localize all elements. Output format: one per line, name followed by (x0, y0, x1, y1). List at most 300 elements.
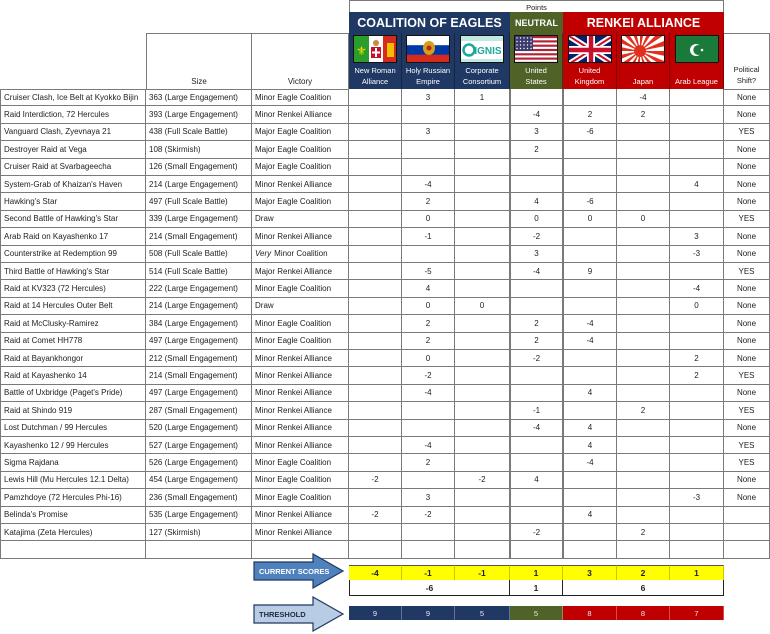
battle-name-cell[interactable]: Sigma Rajdana (0, 454, 146, 471)
points-cell-united-states[interactable] (510, 89, 563, 106)
points-cell-arab-league[interactable] (670, 211, 724, 228)
points-cell-corporate-consortium[interactable] (455, 211, 510, 228)
size-cell[interactable]: 454 (Large Engagement) (146, 472, 252, 489)
points-cell-corporate-consortium[interactable] (455, 263, 510, 280)
political-shift-cell[interactable]: None (724, 89, 770, 106)
size-cell[interactable]: 497 (Large Engagement) (146, 385, 252, 402)
points-cell-arab-league[interactable] (670, 472, 724, 489)
points-cell-holy-russian-empire[interactable] (402, 402, 455, 419)
points-cell-holy-russian-empire[interactable] (402, 472, 455, 489)
points-cell-arab-league[interactable] (670, 454, 724, 471)
battle-name-cell[interactable]: Raid at Bayankhongor (0, 350, 146, 367)
points-cell-corporate-consortium[interactable] (455, 106, 510, 123)
points-cell-new-roman-alliance[interactable] (349, 124, 402, 141)
political-shift-cell[interactable] (724, 541, 770, 558)
points-cell-arab-league[interactable]: -3 (670, 246, 724, 263)
points-cell-corporate-consortium[interactable] (455, 402, 510, 419)
points-cell-united-states[interactable]: 4 (510, 193, 563, 210)
points-cell-arab-league[interactable] (670, 124, 724, 141)
points-cell-new-roman-alliance[interactable] (349, 263, 402, 280)
size-cell[interactable]: 535 (Large Engagement) (146, 507, 252, 524)
points-cell-new-roman-alliance[interactable] (349, 211, 402, 228)
points-cell-corporate-consortium[interactable] (455, 420, 510, 437)
points-cell-united-kingdom[interactable]: -6 (563, 193, 617, 210)
points-cell-arab-league[interactable] (670, 402, 724, 419)
victory-cell[interactable]: Major Eagle Coalition (252, 141, 349, 158)
points-cell-holy-russian-empire[interactable]: 2 (402, 193, 455, 210)
size-cell[interactable]: 126 (Small Engagement) (146, 159, 252, 176)
points-cell-new-roman-alliance[interactable] (349, 454, 402, 471)
battle-name-cell[interactable]: Battle of Uxbridge (Paget's Pride) (0, 385, 146, 402)
points-cell-united-states[interactable] (510, 507, 563, 524)
points-cell-japan[interactable]: 2 (617, 524, 670, 541)
battle-name-cell[interactable]: Vanguard Clash, Zyevnaya 21 (0, 124, 146, 141)
points-cell-united-kingdom[interactable]: 9 (563, 263, 617, 280)
political-shift-cell[interactable] (724, 524, 770, 541)
points-cell-new-roman-alliance[interactable] (349, 541, 402, 558)
points-cell-holy-russian-empire[interactable] (402, 524, 455, 541)
points-cell-corporate-consortium[interactable] (455, 228, 510, 245)
points-cell-new-roman-alliance[interactable] (349, 141, 402, 158)
battle-name-cell[interactable]: Destroyer Raid at Vega (0, 141, 146, 158)
battle-name-cell[interactable]: Cruiser Raid at Svarbageecha (0, 159, 146, 176)
points-cell-united-kingdom[interactable] (563, 472, 617, 489)
political-shift-cell[interactable]: YES (724, 437, 770, 454)
points-cell-corporate-consortium[interactable] (455, 524, 510, 541)
political-shift-cell[interactable]: None (724, 106, 770, 123)
size-cell[interactable]: 526 (Large Engagement) (146, 454, 252, 471)
points-cell-united-kingdom[interactable]: 4 (563, 420, 617, 437)
points-cell-japan[interactable] (617, 350, 670, 367)
points-cell-united-states[interactable] (510, 280, 563, 297)
points-cell-arab-league[interactable] (670, 333, 724, 350)
points-cell-united-kingdom[interactable] (563, 367, 617, 384)
points-cell-japan[interactable] (617, 263, 670, 280)
points-cell-holy-russian-empire[interactable]: -2 (402, 367, 455, 384)
political-shift-cell[interactable]: YES (724, 454, 770, 471)
points-cell-corporate-consortium[interactable] (455, 350, 510, 367)
political-shift-cell[interactable]: YES (724, 211, 770, 228)
points-cell-holy-russian-empire[interactable]: 4 (402, 280, 455, 297)
points-cell-new-roman-alliance[interactable] (349, 524, 402, 541)
points-cell-corporate-consortium[interactable] (455, 507, 510, 524)
political-shift-cell[interactable]: YES (724, 367, 770, 384)
points-cell-japan[interactable] (617, 420, 670, 437)
battle-name-cell[interactable]: Raid Interdiction, 72 Hercules (0, 106, 146, 123)
size-cell[interactable]: 527 (Large Engagement) (146, 437, 252, 454)
points-cell-united-kingdom[interactable] (563, 280, 617, 297)
size-cell[interactable]: 384 (Large Engagement) (146, 315, 252, 332)
points-cell-corporate-consortium[interactable] (455, 280, 510, 297)
points-cell-new-roman-alliance[interactable] (349, 333, 402, 350)
points-cell-japan[interactable] (617, 246, 670, 263)
battle-name-cell[interactable]: Pamzhdoye (72 Hercules Phi-16) (0, 489, 146, 506)
points-cell-corporate-consortium[interactable]: -2 (455, 472, 510, 489)
points-cell-corporate-consortium[interactable] (455, 333, 510, 350)
political-shift-cell[interactable]: YES (724, 402, 770, 419)
victory-cell[interactable]: Minor Renkei Alliance (252, 507, 349, 524)
points-cell-united-kingdom[interactable]: -4 (563, 333, 617, 350)
size-cell[interactable]: 214 (Small Engagement) (146, 228, 252, 245)
points-cell-united-kingdom[interactable] (563, 246, 617, 263)
points-cell-japan[interactable] (617, 315, 670, 332)
points-cell-corporate-consortium[interactable] (455, 437, 510, 454)
points-cell-japan[interactable]: 2 (617, 106, 670, 123)
points-cell-united-states[interactable]: -2 (510, 350, 563, 367)
political-shift-cell[interactable]: None (724, 298, 770, 315)
size-cell[interactable]: 214 (Large Engagement) (146, 298, 252, 315)
points-cell-japan[interactable] (617, 333, 670, 350)
size-cell[interactable]: 214 (Small Engagement) (146, 367, 252, 384)
size-cell[interactable]: 393 (Large Engagement) (146, 106, 252, 123)
points-cell-arab-league[interactable] (670, 141, 724, 158)
size-cell[interactable]: 127 (Skirmish) (146, 524, 252, 541)
points-cell-holy-russian-empire[interactable] (402, 141, 455, 158)
points-cell-japan[interactable] (617, 298, 670, 315)
points-cell-arab-league[interactable] (670, 159, 724, 176)
points-cell-new-roman-alliance[interactable] (349, 89, 402, 106)
points-cell-japan[interactable] (617, 228, 670, 245)
political-shift-cell[interactable]: None (724, 385, 770, 402)
points-cell-corporate-consortium[interactable] (455, 193, 510, 210)
political-shift-cell[interactable]: None (724, 472, 770, 489)
victory-cell[interactable]: Draw (252, 211, 349, 228)
points-cell-united-states[interactable] (510, 454, 563, 471)
battle-name-cell[interactable]: Raid at 14 Hercules Outer Belt (0, 298, 146, 315)
points-cell-arab-league[interactable] (670, 507, 724, 524)
points-cell-corporate-consortium[interactable] (455, 246, 510, 263)
victory-cell[interactable]: Minor Eagle Coalition (252, 454, 349, 471)
political-shift-cell[interactable]: None (724, 246, 770, 263)
points-cell-corporate-consortium[interactable] (455, 385, 510, 402)
points-cell-united-kingdom[interactable] (563, 298, 617, 315)
points-cell-holy-russian-empire[interactable]: -4 (402, 176, 455, 193)
points-cell-arab-league[interactable]: 2 (670, 367, 724, 384)
points-cell-united-states[interactable]: -4 (510, 263, 563, 280)
points-cell-arab-league[interactable] (670, 524, 724, 541)
size-cell[interactable]: 339 (Large Engagement) (146, 211, 252, 228)
points-cell-corporate-consortium[interactable] (455, 159, 510, 176)
points-cell-united-states[interactable]: 0 (510, 211, 563, 228)
points-cell-united-kingdom[interactable] (563, 489, 617, 506)
points-cell-holy-russian-empire[interactable]: 2 (402, 315, 455, 332)
points-cell-united-kingdom[interactable]: -4 (563, 454, 617, 471)
points-cell-holy-russian-empire[interactable]: 0 (402, 350, 455, 367)
victory-cell[interactable]: Minor Eagle Coalition (252, 333, 349, 350)
points-cell-new-roman-alliance[interactable] (349, 176, 402, 193)
political-shift-cell[interactable]: None (724, 141, 770, 158)
size-cell[interactable]: 212 (Small Engagement) (146, 350, 252, 367)
points-cell-japan[interactable] (617, 141, 670, 158)
points-cell-holy-russian-empire[interactable]: -4 (402, 437, 455, 454)
political-shift-cell[interactable]: None (724, 176, 770, 193)
points-cell-holy-russian-empire[interactable]: 3 (402, 124, 455, 141)
battle-name-cell[interactable]: Raid at Comet HH778 (0, 333, 146, 350)
size-cell[interactable]: 497 (Large Engagement) (146, 333, 252, 350)
battle-name-cell[interactable]: Belinda's Promise (0, 507, 146, 524)
points-cell-united-states[interactable] (510, 489, 563, 506)
points-cell-japan[interactable]: 2 (617, 402, 670, 419)
points-cell-arab-league[interactable] (670, 420, 724, 437)
points-cell-japan[interactable] (617, 472, 670, 489)
faction-name-line1: United (578, 66, 601, 75)
size-cell[interactable]: 438 (Full Scale Battle) (146, 124, 252, 141)
points-cell-arab-league[interactable]: -4 (670, 280, 724, 297)
battle-name-cell[interactable]: Counterstrike at Redemption 99 (0, 246, 146, 263)
points-cell-holy-russian-empire[interactable]: 2 (402, 333, 455, 350)
victory-cell[interactable]: Minor Eagle Coalition (252, 472, 349, 489)
points-cell-holy-russian-empire[interactable] (402, 159, 455, 176)
points-cell-united-kingdom[interactable]: -4 (563, 315, 617, 332)
points-cell-new-roman-alliance[interactable] (349, 350, 402, 367)
victory-cell[interactable]: Minor Renkei Alliance (252, 106, 349, 123)
victory-cell[interactable]: Minor Renkei Alliance (252, 350, 349, 367)
points-cell-japan[interactable] (617, 454, 670, 471)
points-cell-holy-russian-empire[interactable]: 0 (402, 298, 455, 315)
points-cell-united-kingdom[interactable] (563, 159, 617, 176)
points-cell-corporate-consortium[interactable] (455, 141, 510, 158)
points-cell-holy-russian-empire[interactable] (402, 420, 455, 437)
points-cell-united-states[interactable]: 3 (510, 124, 563, 141)
points-cell-japan[interactable] (617, 367, 670, 384)
points-cell-united-states[interactable]: -4 (510, 420, 563, 437)
victory-cell[interactable]: Minor Eagle Coalition (252, 89, 349, 106)
points-cell-united-kingdom[interactable] (563, 350, 617, 367)
points-cell-japan[interactable] (617, 507, 670, 524)
points-cell-corporate-consortium[interactable]: 1 (455, 89, 510, 106)
victory-cell[interactable]: Minor Eagle Coalition (252, 315, 349, 332)
political-shift-cell[interactable]: None (724, 420, 770, 437)
points-cell-holy-russian-empire[interactable]: 3 (402, 489, 455, 506)
points-cell-arab-league[interactable]: 2 (670, 350, 724, 367)
victory-cell[interactable]: Major Renkei Alliance (252, 263, 349, 280)
points-cell-japan[interactable]: 0 (617, 211, 670, 228)
points-cell-holy-russian-empire[interactable]: -2 (402, 507, 455, 524)
victory-cell[interactable]: Minor Renkei Alliance (252, 228, 349, 245)
points-cell-holy-russian-empire[interactable]: -4 (402, 385, 455, 402)
size-cell[interactable]: 108 (Skirmish) (146, 141, 252, 158)
political-shift-cell[interactable]: YES (724, 124, 770, 141)
points-cell-new-roman-alliance[interactable] (349, 385, 402, 402)
size-cell[interactable]: 363 (Large Engagement) (146, 89, 252, 106)
points-cell-united-states[interactable] (510, 437, 563, 454)
points-cell-united-states[interactable] (510, 298, 563, 315)
battle-name-cell[interactable]: Second Battle of Hawking's Star (0, 211, 146, 228)
points-cell-united-kingdom[interactable]: 0 (563, 211, 617, 228)
points-cell-new-roman-alliance[interactable] (349, 106, 402, 123)
points-cell-corporate-consortium[interactable] (455, 124, 510, 141)
battle-name-cell[interactable]: Lewis Hill (Mu Hercules 12.1 Delta) (0, 472, 146, 489)
battle-name-cell[interactable]: Raid at KV323 (72 Hercules) (0, 280, 146, 297)
points-cell-arab-league[interactable] (670, 541, 724, 558)
points-cell-new-roman-alliance[interactable] (349, 420, 402, 437)
faction-name-line2: States (525, 77, 547, 86)
points-cell-arab-league[interactable] (670, 437, 724, 454)
size-cell[interactable]: 287 (Small Engagement) (146, 402, 252, 419)
points-cell-united-states[interactable] (510, 367, 563, 384)
points-cell-japan[interactable] (617, 541, 670, 558)
victory-cell[interactable]: Minor Eagle Coalition (252, 489, 349, 506)
political-shift-cell[interactable] (724, 507, 770, 524)
points-cell-new-roman-alliance[interactable] (349, 315, 402, 332)
points-cell-united-kingdom[interactable]: 4 (563, 385, 617, 402)
points-cell-united-kingdom[interactable]: 4 (563, 507, 617, 524)
points-cell-united-kingdom[interactable] (563, 89, 617, 106)
victory-cell[interactable]: Minor Renkei Alliance (252, 402, 349, 419)
points-cell-new-roman-alliance[interactable] (349, 367, 402, 384)
points-cell-arab-league[interactable] (670, 315, 724, 332)
points-cell-japan[interactable] (617, 489, 670, 506)
battle-name-cell[interactable] (0, 541, 146, 558)
points-cell-arab-league[interactable] (670, 385, 724, 402)
points-cell-corporate-consortium[interactable] (455, 176, 510, 193)
points-cell-japan[interactable] (617, 176, 670, 193)
size-cell[interactable]: 222 (Large Engagement) (146, 280, 252, 297)
battle-name-cell[interactable]: System-Grab of Khaizan's Haven (0, 176, 146, 193)
points-cell-new-roman-alliance[interactable] (349, 193, 402, 210)
points-cell-united-kingdom[interactable] (563, 524, 617, 541)
points-cell-united-kingdom[interactable]: 4 (563, 437, 617, 454)
victory-cell[interactable]: Major Eagle Coalition (252, 159, 349, 176)
points-cell-united-kingdom[interactable] (563, 176, 617, 193)
points-cell-united-states[interactable]: -4 (510, 106, 563, 123)
points-cell-new-roman-alliance[interactable] (349, 280, 402, 297)
size-cell[interactable]: 520 (Large Engagement) (146, 420, 252, 437)
points-cell-new-roman-alliance[interactable] (349, 489, 402, 506)
points-cell-new-roman-alliance[interactable] (349, 159, 402, 176)
points-cell-united-states[interactable]: 2 (510, 315, 563, 332)
points-cell-united-states[interactable] (510, 159, 563, 176)
points-cell-holy-russian-empire[interactable]: 3 (402, 89, 455, 106)
battle-name-cell[interactable]: Hawking's Star (0, 193, 146, 210)
points-cell-united-kingdom[interactable] (563, 541, 617, 558)
political-shift-cell[interactable]: None (724, 228, 770, 245)
political-shift-cell[interactable]: None (724, 350, 770, 367)
points-cell-holy-russian-empire[interactable] (402, 246, 455, 263)
points-cell-united-states[interactable]: 2 (510, 141, 563, 158)
points-cell-united-kingdom[interactable] (563, 141, 617, 158)
political-shift-cell[interactable]: None (724, 315, 770, 332)
points-cell-arab-league[interactable] (670, 106, 724, 123)
points-cell-japan[interactable] (617, 385, 670, 402)
battle-name-cell[interactable]: Arab Raid on Kayashenko 17 (0, 228, 146, 245)
size-cell[interactable]: 214 (Large Engagement) (146, 176, 252, 193)
battle-name-cell[interactable]: Raid at McClusky-Ramirez (0, 315, 146, 332)
victory-cell[interactable]: Minor Renkei Alliance (252, 367, 349, 384)
points-cell-arab-league[interactable] (670, 193, 724, 210)
points-cell-holy-russian-empire[interactable]: -5 (402, 263, 455, 280)
points-cell-united-kingdom[interactable] (563, 228, 617, 245)
size-cell[interactable] (146, 541, 252, 558)
battle-name-cell[interactable]: Cruiser Clash, Ice Belt at Kyokko Bijin (0, 89, 146, 106)
points-cell-arab-league[interactable]: 4 (670, 176, 724, 193)
points-cell-holy-russian-empire[interactable] (402, 106, 455, 123)
battle-name-cell[interactable]: Raid at Kayashenko 14 (0, 367, 146, 384)
faction-header-holy-russian-empire (402, 33, 455, 89)
points-cell-new-roman-alliance[interactable] (349, 437, 402, 454)
political-shift-cell[interactable]: None (724, 333, 770, 350)
points-cell-arab-league[interactable]: 0 (670, 298, 724, 315)
battle-name-cell[interactable]: Lost Dutchman / 99 Hercules (0, 420, 146, 437)
political-shift-cell[interactable]: None (724, 159, 770, 176)
points-cell-united-states[interactable]: 2 (510, 333, 563, 350)
victory-cell[interactable]: Draw (252, 298, 349, 315)
points-cell-new-roman-alliance[interactable] (349, 228, 402, 245)
points-cell-new-roman-alliance[interactable] (349, 246, 402, 263)
points-cell-united-kingdom[interactable]: -6 (563, 124, 617, 141)
points-cell-united-kingdom[interactable]: 2 (563, 106, 617, 123)
victory-cell[interactable]: Minor Eagle Coalition (252, 280, 349, 297)
political-shift-cell[interactable]: None (724, 280, 770, 297)
points-cell-holy-russian-empire[interactable]: 0 (402, 211, 455, 228)
points-cell-arab-league[interactable] (670, 263, 724, 280)
points-cell-holy-russian-empire[interactable] (402, 541, 455, 558)
points-cell-united-states[interactable]: -2 (510, 524, 563, 541)
size-cell[interactable]: 508 (Full Scale Battle) (146, 246, 252, 263)
political-shift-cell[interactable]: None (724, 193, 770, 210)
points-cell-united-states[interactable] (510, 541, 563, 558)
size-cell[interactable]: 236 (Small Engagement) (146, 489, 252, 506)
points-cell-arab-league[interactable]: 3 (670, 228, 724, 245)
points-cell-japan[interactable]: -4 (617, 89, 670, 106)
points-cell-corporate-consortium[interactable] (455, 367, 510, 384)
points-cell-holy-russian-empire[interactable]: 2 (402, 454, 455, 471)
points-cell-united-states[interactable]: -1 (510, 402, 563, 419)
political-shift-cell[interactable]: None (724, 489, 770, 506)
points-cell-united-states[interactable]: 3 (510, 246, 563, 263)
victory-cell[interactable]: Minor Renkei Alliance (252, 437, 349, 454)
points-cell-new-roman-alliance[interactable]: -2 (349, 472, 402, 489)
points-cell-united-states[interactable]: -2 (510, 228, 563, 245)
battle-name-cell[interactable]: Third Battle of Hawking's Star (0, 263, 146, 280)
points-cell-corporate-consortium[interactable] (455, 315, 510, 332)
points-cell-new-roman-alliance[interactable] (349, 402, 402, 419)
points-cell-japan[interactable] (617, 280, 670, 297)
size-cell[interactable]: 497 (Full Scale Battle) (146, 193, 252, 210)
battle-name-cell[interactable]: Katajima (Zeta Hercules) (0, 524, 146, 541)
battle-name-cell[interactable]: Kayashenko 12 / 99 Hercules (0, 437, 146, 454)
points-cell-united-kingdom[interactable] (563, 402, 617, 419)
size-cell[interactable]: 514 (Full Scale Battle) (146, 263, 252, 280)
victory-cell[interactable]: Major Eagle Coalition (252, 124, 349, 141)
victory-cell[interactable]: Minor Renkei Alliance (252, 420, 349, 437)
points-cell-corporate-consortium[interactable] (455, 541, 510, 558)
political-shift-cell[interactable]: YES (724, 263, 770, 280)
points-cell-new-roman-alliance[interactable] (349, 298, 402, 315)
battle-name-cell[interactable]: Raid at Shindo 919 (0, 402, 146, 419)
points-cell-japan[interactable] (617, 159, 670, 176)
points-cell-japan[interactable] (617, 437, 670, 454)
points-cell-corporate-consortium[interactable]: 0 (455, 298, 510, 315)
victory-cell[interactable]: Minor Renkei Alliance (252, 176, 349, 193)
points-cell-united-states[interactable]: 4 (510, 472, 563, 489)
points-cell-united-states[interactable] (510, 385, 563, 402)
points-cell-corporate-consortium[interactable] (455, 454, 510, 471)
points-cell-arab-league[interactable] (670, 89, 724, 106)
points-cell-arab-league[interactable]: -3 (670, 489, 724, 506)
points-cell-new-roman-alliance[interactable]: -2 (349, 507, 402, 524)
points-cell-united-states[interactable] (510, 176, 563, 193)
bloc-banner-renkei-alliance: RENKEI ALLIANCE (563, 12, 724, 33)
points-cell-japan[interactable] (617, 124, 670, 141)
victory-cell[interactable]: Minor Renkei Alliance (252, 524, 349, 541)
points-cell-corporate-consortium[interactable] (455, 489, 510, 506)
victory-cell[interactable]: Minor Renkei Alliance (252, 385, 349, 402)
victory-cell[interactable]: Major Eagle Coalition (252, 193, 349, 210)
victory-cell[interactable] (252, 246, 349, 263)
points-cell-holy-russian-empire[interactable]: -1 (402, 228, 455, 245)
points-cell-japan[interactable] (617, 193, 670, 210)
